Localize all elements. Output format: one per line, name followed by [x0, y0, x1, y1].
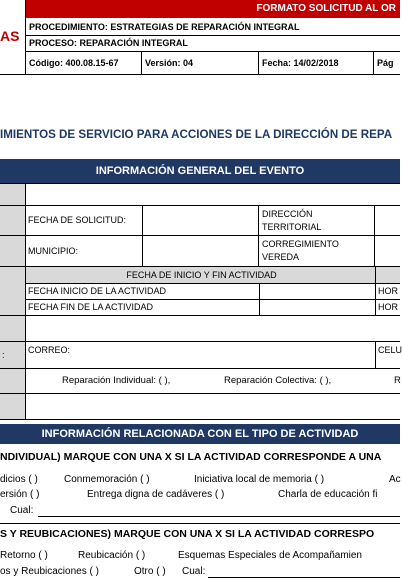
option-retornos-reubicaciones[interactable]: os y Reubicaciones ( ) [0, 566, 99, 577]
corregimiento-input[interactable] [375, 236, 400, 266]
option-conmemoracion[interactable]: Conmemoración ( ) [64, 474, 150, 485]
left-label-column [0, 184, 26, 420]
general-info-header: INFORMACIÓN GENERAL DEL EVENTO [0, 159, 400, 183]
individual-other-label: Cual: [10, 505, 34, 516]
municipality-label: MUNICIPIO: [26, 236, 143, 266]
territorial-direction-label: DIRECCIÓN TERRITORIAL [260, 206, 375, 235]
individual-other-line[interactable] [38, 516, 400, 517]
dates-header-right [376, 267, 400, 283]
end-date-input[interactable] [260, 300, 376, 315]
version-cell: Versión: 04 [142, 52, 259, 75]
colon-mark: : [2, 350, 5, 360]
individual-section-title: NDIVIDUAL) MARQUE CON UNA X SI LA ACTIVIDAD CORRESPONDE A UNA [0, 451, 382, 463]
corregimiento-label: CORREGIMIENTO VEREDA [260, 236, 375, 266]
code-cell: Código: 400.08.15-67 [26, 52, 142, 75]
option-reubicacion[interactable]: Reubicación ( ) [78, 550, 146, 561]
date-cell: Fecha: 14/02/2018 [259, 52, 374, 75]
start-date-input[interactable] [260, 284, 376, 299]
dates-header: FECHA DE INICIO Y FIN ACTIVIDAD [26, 267, 376, 283]
relocation-section-title: S Y REUBICACIONES) MARQUE CON UNA X SI LA ACTIVIDAD CORRESPO [0, 528, 375, 540]
request-date-input[interactable] [143, 206, 259, 235]
reparation-collective-option[interactable]: Reparación Colectiva: ( ), [224, 375, 332, 386]
relocation-other-label: Cual: [182, 566, 206, 577]
option-otro[interactable]: Otro ( ) [134, 566, 166, 577]
blank-row-input[interactable] [26, 316, 400, 341]
request-date-label: FECHA DE SOLICITUD: [26, 206, 143, 235]
logo-box [0, 0, 26, 75]
end-date-label: FECHA FIN DE LA ACTIVIDAD [26, 300, 260, 315]
email-label[interactable]: CORREO: [26, 342, 376, 368]
procedure-row: PROCEDIMIENTO: ESTRATEGIAS DE REPARACIÓN INTEGRAL [26, 18, 400, 36]
option-iniciativa-local[interactable]: Iniciativa local de memoria ( ) [194, 474, 325, 485]
start-date-label: FECHA INICIO DE LA ACTIVIDAD [26, 284, 260, 299]
option-inversion[interactable]: ersión ( ) [0, 489, 40, 500]
territorial-direction-input[interactable] [375, 206, 400, 235]
end-hour-label: HOR [378, 302, 398, 312]
option-esquemas-especiales[interactable]: Esquemas Especiales de Acompañamien [178, 550, 362, 561]
main-title: IMIENTOS DE SERVICIO PARA ACCIONES DE LA DIRECCIÓN DE REPA [0, 128, 393, 141]
municipality-input[interactable] [143, 236, 259, 266]
cellphone-label: CELU [378, 345, 402, 355]
option-retorno[interactable]: Retorno ( ) [0, 550, 48, 561]
option-entrega-cadaveres[interactable]: Entrega digna de cadáveres ( ) [87, 489, 225, 500]
option-ac: Ac [389, 474, 401, 485]
reparation-individual-option[interactable]: Reparación Individual: ( ), [62, 375, 171, 386]
page-cell: Pág [374, 52, 400, 75]
option-indicios[interactable]: dicios ( ) [0, 474, 38, 485]
activity-type-header: INFORMACIÓN RELACIONADA CON EL TIPO DE ACTIVIDAD [0, 424, 400, 444]
form-table [0, 183, 400, 419]
option-charla-educacion[interactable]: Charla de educación fi [278, 489, 378, 500]
reparation-cut-option: R [394, 375, 401, 386]
logo-text: AS [0, 28, 20, 44]
process-row: PROCESO: REPARACIÓN INTEGRAL [26, 36, 400, 52]
relocation-other-line[interactable] [208, 577, 400, 578]
format-title: FORMATO SOLICITUD AL OR [26, 0, 400, 18]
blank-row-2-input[interactable] [26, 394, 400, 419]
start-hour-label: HOR [378, 286, 398, 296]
